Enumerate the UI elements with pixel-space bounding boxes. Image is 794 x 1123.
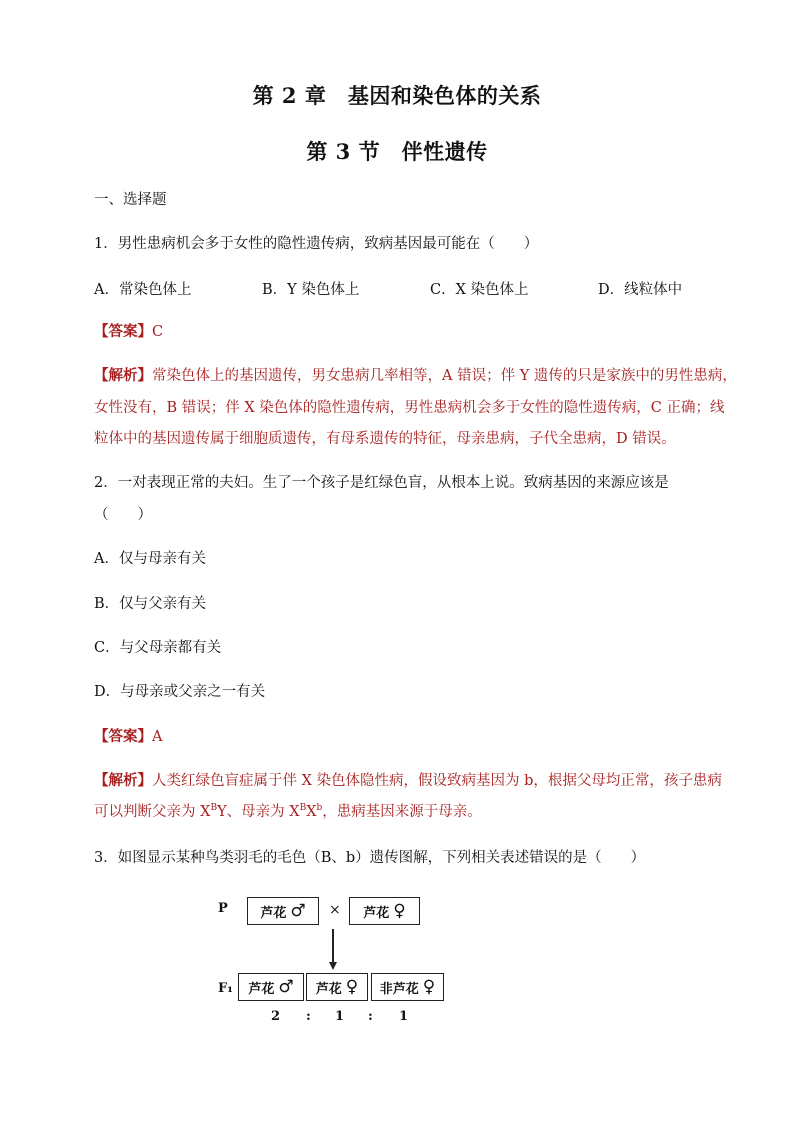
parent-male-box (247, 897, 319, 925)
female-symbol-icon: ♀ (393, 901, 406, 921)
section-title: 第 3 节 伴性遗传 (306, 139, 488, 164)
answer-value: C (152, 324, 164, 340)
parent-generation-label: P (218, 901, 228, 916)
q1-option-a: A．常染色体上 (94, 282, 192, 298)
q2-stem-line-1: 2．一对表现正常的夫妇。生了一个孩子是红绿色盲，从根本上说。致病基因的来源应该是 (94, 475, 669, 491)
q2-option-c: C．与父母亲都有关 (94, 640, 222, 656)
inheritance-diagram (212, 893, 452, 1033)
cross-symbol: × (329, 902, 341, 918)
male-symbol-icon: ♂ (278, 977, 294, 997)
analysis-tag: 【解析】 (94, 772, 152, 789)
q1-analysis-line-1 (94, 366, 737, 386)
allele-superscript: B (299, 803, 307, 813)
phenotype-label: 芦花 (363, 905, 390, 921)
question-type-heading: 一、选择题 (94, 192, 167, 208)
q3-stem: 3．如图显示某种鸟类羽毛的毛色（B、b）遗传图解，下列相关表述错误的是（ ） (94, 850, 646, 866)
q1-option-c: C．X 染色体上 (430, 282, 529, 298)
answer-tag: 【答案】 (94, 323, 152, 340)
ratio-value: 1 (399, 1009, 409, 1024)
phenotype-label: 非芦花 (379, 981, 419, 997)
f1-male-box (238, 973, 304, 1001)
parent-female-box (349, 897, 420, 925)
female-symbol-icon: ♀ (422, 977, 436, 997)
f1-nonbarred-female-box (371, 973, 444, 1001)
arrow-down-icon (329, 962, 337, 970)
arrow-line (332, 929, 334, 963)
chapter-title: 第 2 章 基因和染色体的关系 (252, 83, 542, 108)
q1-stem: 1．男性患病机会多于女性的隐性遗传病，致病基因最可能在（ ） (94, 236, 539, 252)
analysis-text-d: ，患病基因来源于母亲。 (322, 804, 482, 820)
analysis-tag: 【解析】 (94, 367, 152, 384)
analysis-text-c: X (306, 804, 317, 820)
male-symbol-icon: ♂ (290, 901, 306, 921)
answer-tag: 【答案】 (94, 728, 152, 745)
q2-analysis-line-2 (94, 802, 482, 822)
analysis-text-a: 可以判断父亲为 X (94, 804, 211, 820)
f1-generation-label: F₁ (218, 981, 233, 996)
phenotype-label: 芦花 (248, 981, 275, 997)
q2-stem-line-2: （ ） (94, 507, 152, 523)
f1-female-box (306, 973, 368, 1001)
q2-option-b: B．仅与父亲有关 (94, 596, 207, 612)
analysis-text: 人类红绿色盲症属于伴 X 染色体隐性病，假设致病基因为 b，根据父母均正常，孩子患病 (152, 773, 722, 789)
q2-option-d: D．与母亲或父亲之一有关 (94, 684, 266, 700)
q1-option-d: D．线粒体中 (598, 282, 683, 298)
q2-answer (94, 727, 162, 747)
phenotype-label: 芦花 (315, 981, 342, 997)
female-symbol-icon: ♀ (345, 977, 359, 997)
answer-value: A (152, 729, 163, 745)
q1-answer (94, 322, 163, 342)
q1-option-b: B．Y 染色体上 (262, 282, 360, 298)
allele-superscript: b (316, 803, 323, 813)
q2-option-a: A．仅与母亲有关 (94, 551, 206, 567)
ratio-separator: : (368, 1009, 373, 1024)
q1-analysis-line-2: 女性没有，B 错误；伴 X 染色体的隐性遗传病，男性患病机会多于女性的隐性遗传病，C 正确；线 (94, 400, 725, 416)
q1-analysis-line-3: 粒体中的基因遗传属于细胞质遗传，有母系遗传的特征，母亲患病，子代全患病，D 错误。 (94, 431, 676, 447)
allele-superscript: B (210, 803, 218, 813)
ratio-separator: : (306, 1009, 311, 1024)
analysis-text-b: Y、母亲为 X (217, 804, 300, 820)
analysis-text: 常染色体上的基因遗传，男女患病几率相等，A 错误；伴 Y 遗传的只是家族中的男性患病， (152, 368, 737, 384)
ratio-value: 2 (271, 1009, 281, 1024)
q2-analysis-line-1 (94, 771, 722, 791)
phenotype-label: 芦花 (260, 905, 287, 921)
ratio-value: 1 (335, 1009, 345, 1024)
